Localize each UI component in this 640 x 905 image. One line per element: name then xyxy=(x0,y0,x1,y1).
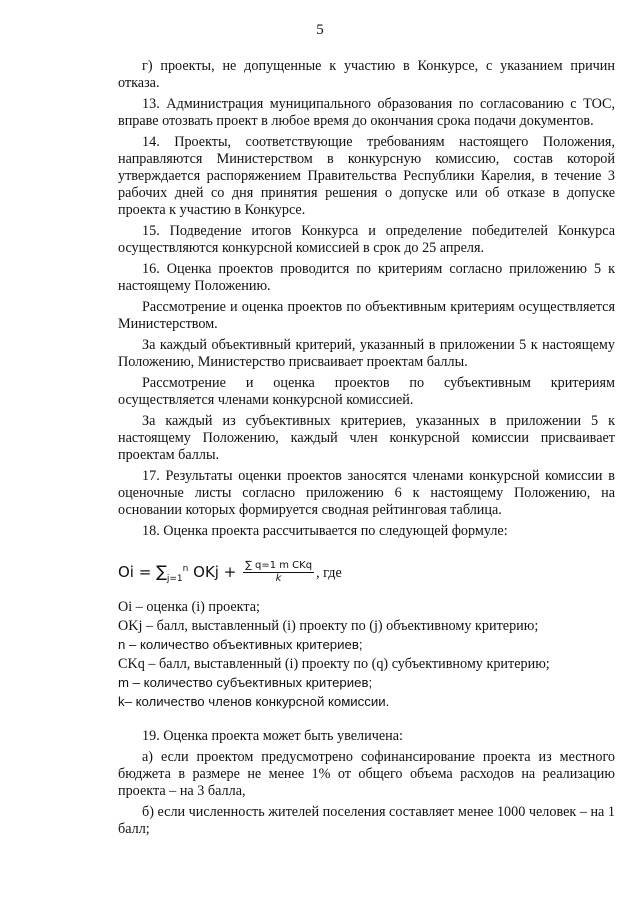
formula-sum-upper: n xyxy=(182,564,189,574)
paragraph: За каждый из субъективных критериев, указанных в приложении 5 к настоящему Положению, каждый член конкурсной комиссии присваивает проектам баллы. xyxy=(118,413,615,463)
paragraph: 17. Результаты оценки проектов заносятся членами конкурсной комиссии в оценочные листы согласно приложению 6 к настоящему Положению, на основании которых формируется сводная рейтинговая таблица. xyxy=(118,468,615,518)
formula-numerator: ∑ q=1 m CKq xyxy=(245,560,313,571)
paragraph: 14. Проекты, соответствующие требованиям настоящего Положения, направляются Министерством в конкурсную комиссию, состав которой утверждается распоряжением Правительства Республики Карелия, в течение 3 рабочих дней со дня принятия решения о допуске или об отказе в допуске проекта к участию в Конкурсе. xyxy=(118,134,615,218)
paragraph: 18. Оценка проекта рассчитывается по следующей формуле: xyxy=(142,523,508,539)
formula-fraction xyxy=(243,560,314,585)
legend-item: OKj – балл, выставленный (i) проекту по (j) объективному критерию; xyxy=(118,618,539,634)
paragraph: 15. Подведение итогов Конкурса и определение победителей Конкурса осуществляются конкурсной комиссией в срок до 25 апреля. xyxy=(118,223,615,256)
paragraph: г) проекты, не допущенные к участию в Конкурсе, с указанием причин отказа. xyxy=(118,58,615,91)
legend-item: m – количество субъективных критериев; xyxy=(118,675,373,690)
paragraph: 16. Оценка проектов проводится по критериям согласно приложению 5 к настоящему Положению. xyxy=(118,261,615,294)
paragraph: За каждый объективный критерий, указанный в приложении 5 к настоящему Положению, Министерство присваивает проектам баллы. xyxy=(118,337,615,370)
formula-lhs: Oi xyxy=(118,563,134,581)
formula-equals: = xyxy=(133,563,157,581)
legend-item: n – количество объективных критериев; xyxy=(118,637,363,652)
paragraph: 13. Администрация муниципального образования по согласованию с ТОС, вправе отозвать проект в любое время до окончания срока подачи документов. xyxy=(118,96,615,129)
spacer xyxy=(118,712,615,728)
legend-item: k– количество членов конкурсной комиссии. xyxy=(118,694,390,709)
formula-term: OKj + xyxy=(188,563,242,581)
paragraph: б) если численность жителей поселения составляет менее 1000 человек – на 1 балл; xyxy=(118,804,615,837)
paragraph: а) если проектом предусмотрено софинансирование проекта из местного бюджета в размере не менее 1% от общего объема расходов на реализацию проекта – на 3 балла, xyxy=(118,749,615,799)
formula-denominator: k xyxy=(275,573,282,584)
page-number: 5 xyxy=(316,22,324,38)
paragraph: Рассмотрение и оценка проектов по субъективным критериям осуществляется членами конкурсной комиссией. xyxy=(118,375,615,408)
document-body xyxy=(118,58,615,842)
formula-sum-lower: j=1 xyxy=(166,574,183,584)
formula-suffix: , где xyxy=(316,565,342,581)
formula-sum-symbol: ∑ xyxy=(156,562,167,581)
paragraph: 19. Оценка проекта может быть увеличена: xyxy=(142,728,403,744)
legend-item: Oi – оценка (i) проекта; xyxy=(118,599,260,615)
score-formula xyxy=(118,552,615,586)
formula-legend xyxy=(118,598,615,711)
legend-item: CKq – балл, выставленный (i) проекту по (q) субъективному критерию; xyxy=(118,656,550,672)
paragraph: Рассмотрение и оценка проектов по объективным критериям осуществляется Министерством. xyxy=(118,299,615,332)
